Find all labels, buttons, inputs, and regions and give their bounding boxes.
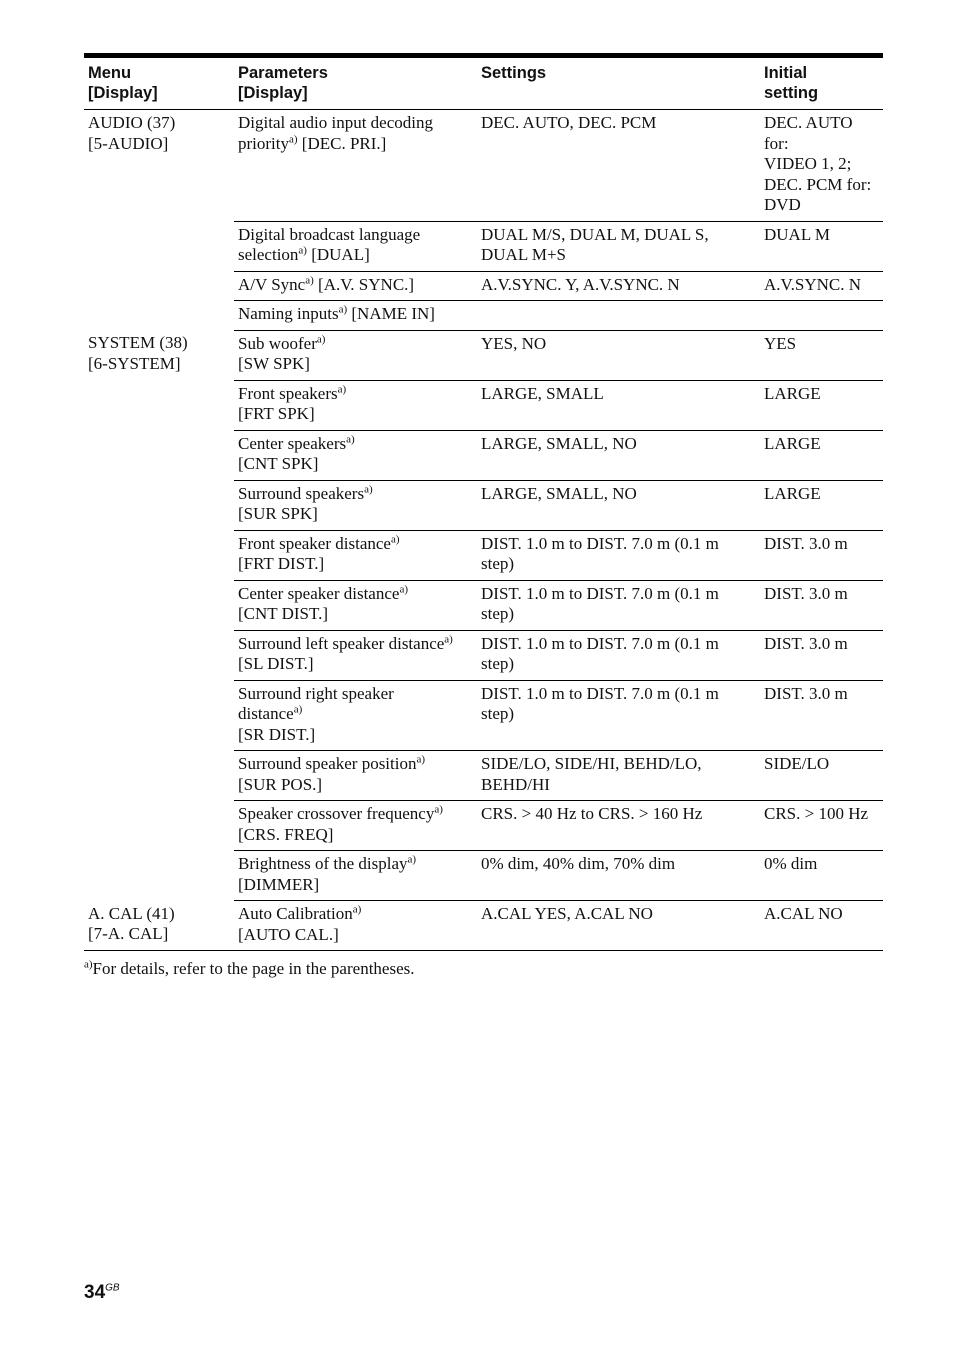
initial-setting-cell	[760, 751, 883, 801]
initial-setting-text: DIST. 3.0 m	[764, 633, 848, 653]
footnote-reference: a)	[316, 332, 326, 345]
parameter-text: distance	[238, 704, 294, 723]
parameter-display-code: [A.V. SYNC.]	[313, 274, 415, 294]
settings-cell: DIST. 1.0 m to DIST. 7.0 m (0.1 m step)	[477, 630, 760, 680]
initial-setting-text: LARGE	[764, 383, 821, 403]
table-body	[84, 110, 883, 951]
parameter-text: Speaker crossover frequency	[238, 804, 435, 823]
footnote-reference: a)	[434, 803, 443, 816]
initial-setting-cell	[760, 801, 883, 851]
parameter-text: Auto Calibration	[238, 904, 353, 923]
parameter-text: Surround left speaker distance	[238, 633, 445, 653]
parameter-cell	[234, 630, 477, 680]
menu-cell	[84, 901, 234, 951]
parameter-cell	[234, 680, 477, 751]
initial-setting-cell	[760, 330, 883, 380]
parameter-display-code: [SL DIST.]	[238, 654, 314, 673]
settings-cell: YES, NO	[477, 330, 760, 380]
settings-cell: DIST. 1.0 m to DIST. 7.0 m (0.1 m step)	[477, 580, 760, 630]
initial-setting-text: CRS. > 100 Hz	[764, 804, 869, 823]
initial-setting-cell	[760, 221, 883, 271]
menu-label: A. CAL (41)	[88, 903, 175, 923]
parameter-text: Digital broadcast language	[238, 224, 421, 244]
initial-setting-text: SIDE/LO	[764, 754, 830, 773]
initial-setting-cell	[760, 580, 883, 630]
parameter-cell	[234, 480, 477, 530]
table-row	[84, 110, 883, 222]
menu-label: SYSTEM (38)	[88, 333, 188, 352]
initial-setting-text: DUAL M	[764, 224, 830, 244]
initial-setting-cell	[760, 271, 883, 301]
parameter-text: Sub woofer	[238, 333, 317, 353]
footnote-reference: a)	[407, 853, 417, 866]
footnote-reference: a)	[364, 482, 373, 495]
initial-setting-text: LARGE	[764, 433, 821, 453]
parameter-display-code: [SW SPK]	[238, 354, 310, 373]
parameter-display-code: [SR DIST.]	[238, 724, 316, 744]
footnote-mark: a)	[84, 958, 93, 971]
footnote-reference: a)	[305, 273, 314, 286]
initial-setting-cell	[760, 380, 883, 430]
parameter-text: priority	[238, 133, 289, 153]
settings-cell: LARGE, SMALL, NO	[477, 480, 760, 530]
page-region-code: GB	[105, 1282, 120, 1294]
settings-cell: DIST. 1.0 m to DIST. 7.0 m (0.1 m step)	[477, 680, 760, 751]
initial-setting-text: A.CAL NO	[764, 904, 843, 923]
parameter-display-code: [DUAL]	[306, 245, 370, 264]
parameter-cell	[234, 110, 477, 222]
footnote-reference: a)	[399, 582, 408, 595]
table-header-row	[84, 56, 883, 110]
initial-setting-text: YES	[764, 333, 797, 353]
settings-cell: DIST. 1.0 m to DIST. 7.0 m (0.1 m step)	[477, 530, 760, 580]
settings-cell: DEC. AUTO, DEC. PCM	[477, 110, 760, 222]
menu-label: [6-SYSTEM]	[88, 353, 181, 373]
parameter-text: selection	[238, 245, 299, 264]
parameter-display-code: [FRT SPK]	[238, 404, 315, 423]
parameter-text: A/V Sync	[238, 274, 306, 294]
initial-setting-cell	[760, 530, 883, 580]
initial-setting-text: for:	[764, 133, 789, 153]
footnote-reference: a)	[298, 244, 307, 257]
menu-cell	[84, 330, 234, 901]
initial-setting-text: DEC. AUTO	[764, 113, 853, 132]
initial-setting-cell	[760, 901, 883, 951]
menu-cell	[84, 110, 234, 331]
parameter-cell	[234, 430, 477, 480]
parameter-cell	[234, 851, 477, 901]
parameter-cell	[234, 271, 477, 301]
footnote-reference: a)	[352, 903, 362, 916]
initial-setting-text: DVD	[764, 195, 801, 214]
parameter-display-code: [CRS. FREQ]	[238, 824, 334, 844]
parameter-display-code: [SUR SPK]	[238, 504, 318, 523]
parameter-cell	[234, 380, 477, 430]
table-row	[84, 330, 883, 380]
parameter-cell	[234, 330, 477, 380]
parameter-text: Surround right speaker	[238, 683, 394, 703]
parameter-display-code: [FRT DIST.]	[238, 554, 325, 573]
initial-setting-cell	[760, 110, 883, 222]
settings-cell: SIDE/LO, SIDE/HI, BEHD/LO, BEHD/HI	[477, 751, 760, 801]
footnote-reference: a)	[338, 303, 348, 316]
parameter-display-code: [DIMMER]	[238, 874, 320, 894]
header-initial-setting: Initial setting	[760, 56, 883, 110]
parameter-display-code: [DEC. PRI.]	[297, 133, 387, 153]
parameter-text: Surround speakers	[238, 483, 365, 503]
initial-setting-text: 0% dim	[764, 854, 818, 873]
parameter-cell	[234, 751, 477, 801]
page-number	[84, 1282, 120, 1304]
footnote-text: For details, refer to the page in the parentheses.	[92, 959, 415, 978]
initial-setting-text: DEC. PCM for:	[764, 174, 872, 194]
initial-setting-text: DIST. 3.0 m	[764, 533, 848, 553]
menu-label: AUDIO (37)	[88, 113, 176, 132]
parameter-text: Surround speaker position	[238, 754, 417, 773]
settings-cell: LARGE, SMALL	[477, 380, 760, 430]
initial-setting-cell	[760, 430, 883, 480]
initial-setting-text: LARGE	[764, 483, 821, 503]
initial-setting-cell	[760, 680, 883, 751]
parameter-text: Center speaker distance	[238, 583, 400, 603]
parameter-cell	[234, 901, 477, 951]
header-settings: Settings	[477, 56, 760, 110]
footnote-reference: a)	[444, 632, 453, 645]
parameter-text: Brightness of the display	[238, 854, 408, 873]
initial-setting-text: DIST. 3.0 m	[764, 683, 848, 703]
header-parameters: Parameters [Display]	[234, 56, 477, 110]
parameter-text: Front speakers	[238, 383, 338, 403]
parameter-display-code: [CNT SPK]	[238, 454, 319, 473]
parameter-display-code: [AUTO CAL.]	[238, 924, 339, 944]
footnote	[84, 959, 883, 979]
menu-label: [5-AUDIO]	[88, 133, 169, 153]
initial-setting-text: DIST. 3.0 m	[764, 583, 848, 603]
parameter-text: Front speaker distance	[238, 533, 391, 553]
menu-label: [7-A. CAL]	[88, 924, 169, 943]
parameter-display-code: [NAME IN]	[347, 304, 435, 323]
initial-setting-cell	[760, 630, 883, 680]
settings-cell: LARGE, SMALL, NO	[477, 430, 760, 480]
footnote-reference: a)	[293, 703, 303, 716]
parameter-display-code: [CNT DIST.]	[238, 604, 329, 623]
settings-table	[84, 53, 883, 951]
parameter-cell	[234, 580, 477, 630]
page-number-value: 34	[84, 1282, 106, 1303]
footnote-reference: a)	[337, 382, 347, 395]
initial-setting-cell	[760, 851, 883, 901]
parameter-cell	[234, 530, 477, 580]
initial-setting-cell	[760, 301, 883, 331]
footnote-reference: a)	[416, 753, 426, 766]
parameter-text: Center speakers	[238, 433, 347, 453]
parameter-text: Digital audio input decoding	[238, 113, 433, 132]
parameter-text: Naming inputs	[238, 304, 339, 323]
footnote-reference: a)	[346, 432, 355, 445]
settings-cell: 0% dim, 40% dim, 70% dim	[477, 851, 760, 901]
parameter-cell	[234, 801, 477, 851]
initial-setting-text: A.V.SYNC. N	[764, 274, 861, 294]
settings-cell: DUAL M/S, DUAL M, DUAL S, DUAL M+S	[477, 221, 760, 271]
parameter-display-code: [SUR POS.]	[238, 774, 323, 794]
footnote-reference: a)	[289, 132, 298, 145]
footnote-reference: a)	[390, 532, 400, 545]
header-menu: Menu [Display]	[84, 56, 234, 110]
initial-setting-text: VIDEO 1, 2;	[764, 154, 852, 173]
settings-cell: CRS. > 40 Hz to CRS. > 160 Hz	[477, 801, 760, 851]
table-row	[84, 901, 883, 951]
settings-cell: A.CAL YES, A.CAL NO	[477, 901, 760, 951]
settings-menu-page	[84, 53, 883, 979]
initial-setting-cell	[760, 480, 883, 530]
settings-cell: A.V.SYNC. Y, A.V.SYNC. N	[477, 271, 760, 301]
parameter-cell	[234, 301, 477, 331]
parameter-cell	[234, 221, 477, 271]
settings-cell	[477, 301, 760, 331]
